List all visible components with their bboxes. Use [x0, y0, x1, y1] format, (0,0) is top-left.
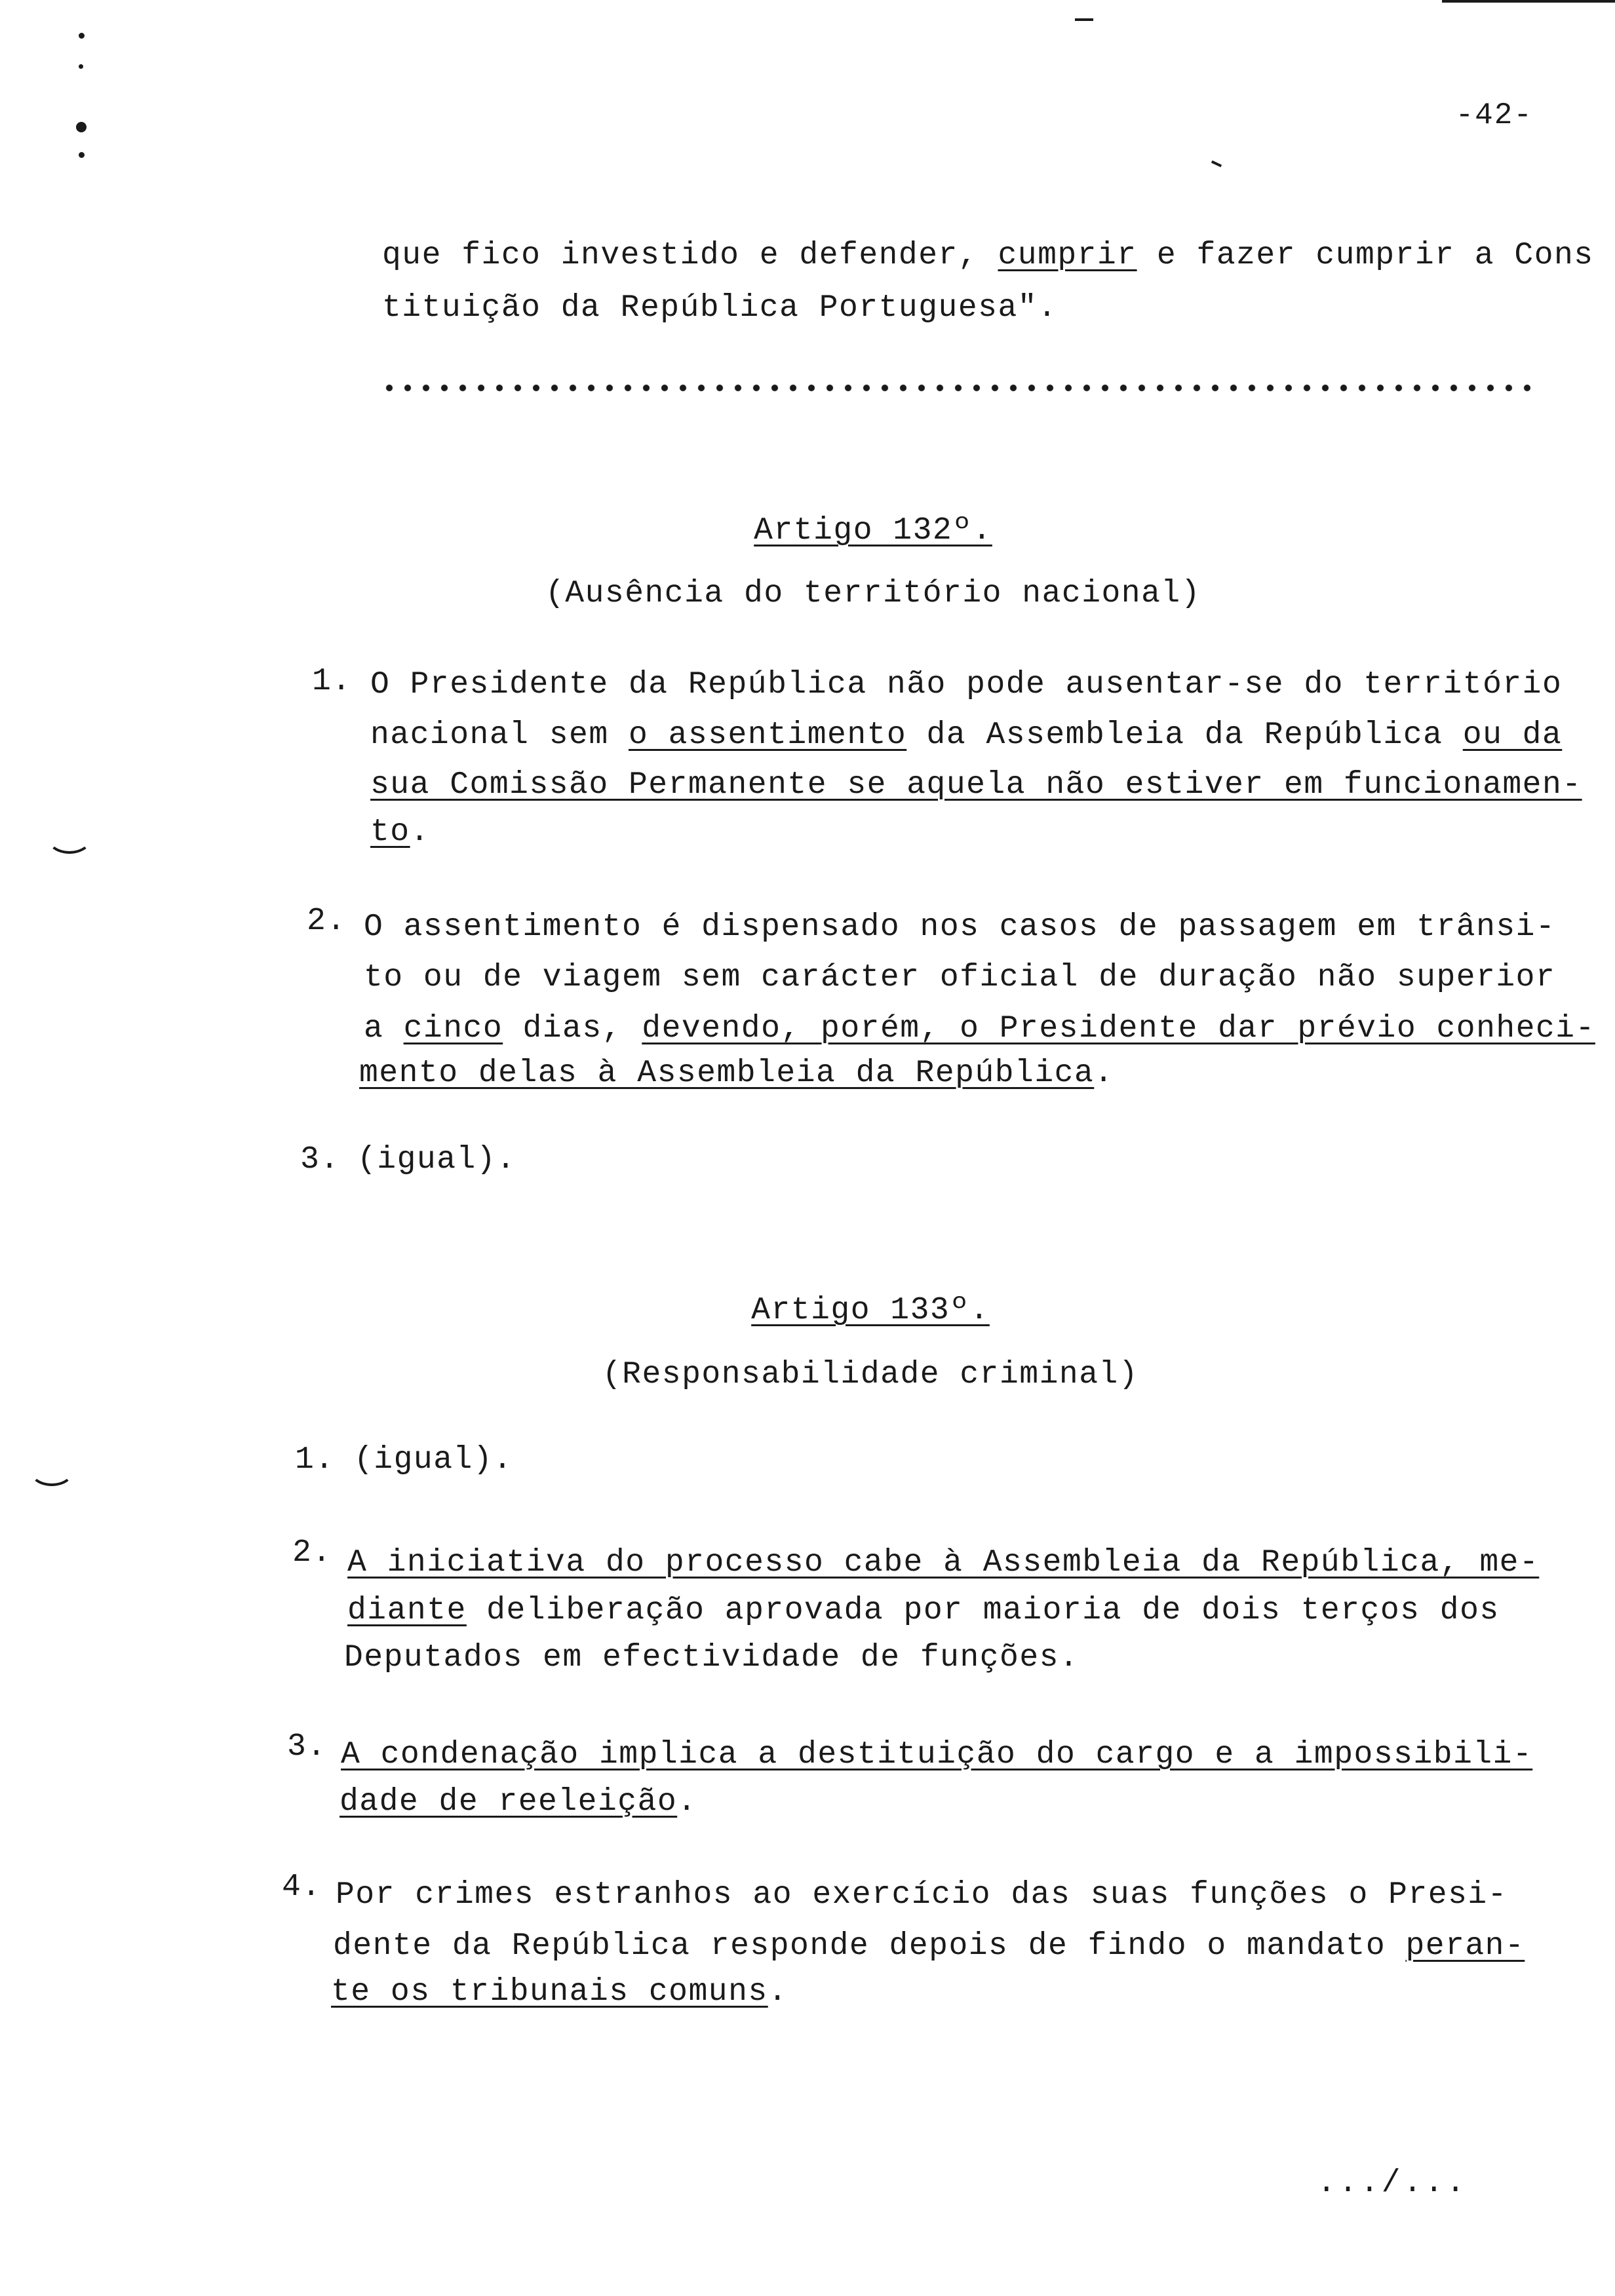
page-number: -42- — [1455, 98, 1533, 132]
item-line: O assentimento é dispensado nos casos de passagem em trânsi- — [364, 909, 1556, 945]
item-line: Por crimes estranhos ao exercício das suas funções o Presi- — [336, 1877, 1508, 1913]
item-number: 3. — [287, 1729, 327, 1765]
item-line: Deputados em efectividade de funções. — [344, 1640, 1080, 1675]
margin-dot — [79, 152, 85, 158]
item-line: a cinco dias, devendo, porém, o Presidente dar prévio conheci- — [364, 1011, 1595, 1046]
item-line: to ou de viagem sem carácter oficial de duração não superior — [364, 960, 1556, 995]
margin-dot — [79, 64, 83, 69]
item-line: dente da República responde depois de findo o mandato peran- — [333, 1928, 1525, 1964]
item-line: te os tribunais comuns. — [331, 1974, 788, 2010]
intro-text: tituição da República Portuguesa". — [382, 290, 1058, 326]
article-title — [412, 1291, 1329, 1330]
margin-curve-mark — [29, 1455, 74, 1486]
top-right-edge-line — [1442, 0, 1615, 3]
intro-text: que fico investido e defender, — [382, 238, 998, 273]
item-line: nacional sem o assentimento da Assembleia da República ou da — [370, 718, 1563, 753]
margin-dot — [76, 122, 87, 132]
item-number: 3. — [300, 1142, 340, 1177]
intro-line-2 — [382, 288, 1057, 328]
item-line: A iniciativa do processo cabe à Assembleia da República, me- — [347, 1545, 1540, 1580]
item-line: dade de reeleição. — [340, 1784, 697, 1820]
item-line: (igual). — [357, 1142, 516, 1177]
item-number: 2. — [292, 1535, 332, 1571]
item-number: 1. — [295, 1442, 335, 1478]
item-number: 1. — [312, 664, 352, 699]
intro-text: e fazer cumprir a Cons — [1137, 238, 1594, 273]
item-line: sua Comissão Permanente se aquela não estiver em funcionamen- — [370, 767, 1582, 803]
item-number: 2. — [307, 904, 347, 939]
article-title-text: Artigo 133º. — [751, 1293, 990, 1328]
margin-dot — [79, 33, 85, 39]
item-line: diante deliberação aprovada por maioria de dois terços dos — [347, 1593, 1500, 1628]
stray-mark — [1211, 161, 1222, 167]
article-title — [414, 511, 1332, 550]
article-subtitle: (Ausência do território nacional) — [545, 576, 1201, 611]
item-line-text: nacional sem — [370, 718, 629, 753]
article-subtitle: (Responsabilidade criminal) — [602, 1357, 1139, 1392]
item-line: O Presidente da República não pode ausentar-se do território — [370, 667, 1563, 702]
top-dash-mark — [1075, 18, 1093, 21]
intro-underlined: cumprir — [998, 238, 1137, 273]
item-line: (igual). — [354, 1442, 513, 1478]
item-number: 4. — [282, 1869, 322, 1905]
intro-line-1 — [382, 236, 1594, 275]
item-line: to. — [370, 814, 430, 850]
continuation-mark: .../... — [1317, 2166, 1468, 2201]
item-line: mento delas à Assembleia da República. — [359, 1056, 1114, 1091]
article-title-text: Artigo 132º. — [754, 513, 992, 548]
ellipsis-dotted-line — [380, 383, 1534, 392]
item-line: A condenação implica a destituição do cargo e a impossibili- — [341, 1737, 1533, 1772]
margin-curve-mark — [47, 822, 92, 854]
